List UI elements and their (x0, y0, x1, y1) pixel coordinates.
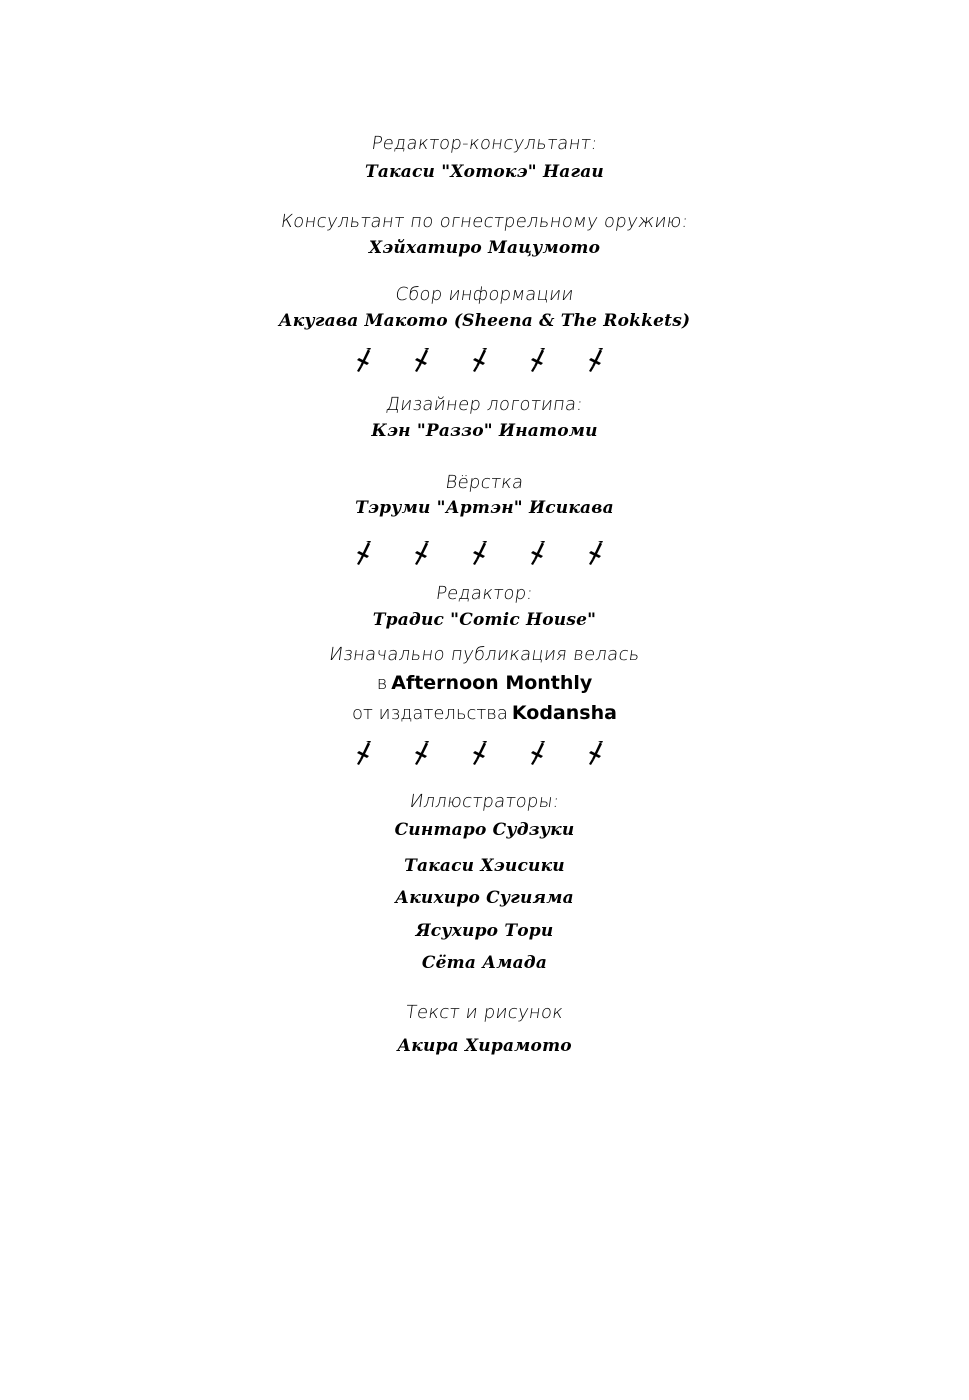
author-label: Текст и рисунок (404, 1002, 565, 1023)
layout-name: Тэруми "Артэн" Исикава (355, 498, 614, 518)
dagger-icon (354, 347, 374, 373)
ornament-row (0, 540, 969, 570)
firearms-consultant-name: Хэйхатиро Мацумото (368, 238, 601, 258)
research-name: Акугава Макото (Sheena & The Rokkets) (278, 311, 691, 331)
dagger-icon (354, 540, 374, 566)
dagger-icon (586, 740, 606, 766)
illustrator-name: Акихиро Сугияма (395, 888, 574, 908)
dagger-icon (354, 740, 374, 766)
ornament-row (0, 347, 969, 377)
dagger-icon (586, 540, 606, 566)
consulting-editor-name: Такаси "Хотокэ" Нагаи (365, 162, 604, 182)
dagger-icon (528, 540, 548, 566)
publication-line-3 (0, 702, 969, 724)
dagger-icon (470, 540, 490, 566)
research-label: Сбор информации (393, 284, 576, 305)
ornament-row (0, 740, 969, 770)
illustrator-name: Ясухиро Тори (415, 921, 554, 941)
dagger-icon (412, 740, 432, 766)
publication-prefix: в (376, 673, 388, 694)
consulting-editor-label: Редактор-консультант: (370, 133, 599, 154)
layout-label: Вёрстка (444, 472, 525, 493)
publisher-name: Kodansha (511, 702, 617, 724)
editor-name: Традис "Comic House" (372, 610, 597, 630)
firearms-consultant-label: Консультант по огнестрельному оружию: (279, 211, 690, 232)
dagger-icon (470, 347, 490, 373)
publisher-prefix: от издательства (352, 703, 508, 724)
illustrator-name: Синтаро Судзуки (394, 820, 575, 840)
publication-line-2 (0, 672, 969, 694)
dagger-icon (470, 740, 490, 766)
logo-designer-label: Дизайнер логотипа: (384, 394, 585, 415)
author-name: Акира Хирамото (397, 1036, 572, 1056)
illustrators-label: Иллюстраторы: (408, 791, 561, 812)
dagger-icon (412, 347, 432, 373)
dagger-icon (586, 347, 606, 373)
dagger-icon (528, 347, 548, 373)
logo-designer-name: Кэн "Раззо" Инатоми (371, 421, 598, 441)
illustrator-name: Такаси Хэисики (404, 856, 565, 876)
dagger-icon (528, 740, 548, 766)
magazine-name: Afternoon Monthly (391, 672, 593, 694)
editor-label: Редактор: (434, 583, 535, 604)
publication-line-1: Изначально публикация велась (327, 644, 642, 665)
illustrator-name: Сёта Амада (421, 953, 548, 973)
dagger-icon (412, 540, 432, 566)
